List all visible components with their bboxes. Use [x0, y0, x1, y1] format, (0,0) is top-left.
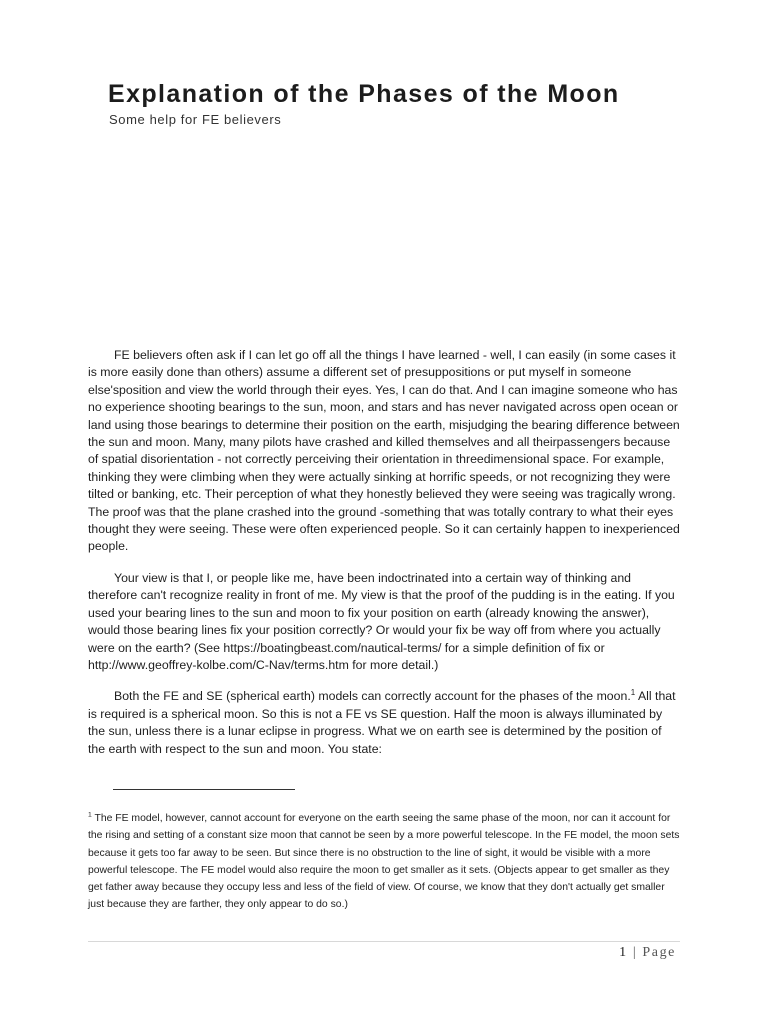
footnote-marker: 1 [88, 811, 92, 819]
page-footer [619, 945, 676, 961]
footnote-separator [113, 789, 295, 790]
footer-divider [88, 941, 680, 942]
document-title: Explanation of the Phases of the Moon [108, 80, 620, 108]
page-number: 1 [619, 945, 628, 960]
document-subtitle: Some help for FE believers [109, 112, 282, 127]
footnote-reference[interactable]: 1 [630, 688, 636, 698]
paragraph-3-lead: Both the FE and SE (spherical earth) models can correctly account for the phases of the moon. [114, 689, 631, 704]
paragraph-3 [88, 688, 680, 758]
page-separator: | [627, 945, 643, 960]
paragraph-1: FE believers often ask if I can let go off all the things I have learned - well, I can easily (in some cases it is more easily done than others) assume a different set of presuppositions or put myself in someone else'sposition and view the world through their eyes. Yes, I can do that. And I can imagine someone who has no experience shooting bearings to the sun, moon, and stars and has never navigated across open ocean or land using those bearings to determine their position on the earth, misjudging the bearing difference between the sun and moon. Many, many pilots have crashed and killed themselves and all theirpassengers because of spatial disorientation - not correctly perceiving their orientation in threedimensional space. For example, thinking they were climbing when they were actually sinking at horrific speeds, or not recognizing they were tilted or banking, etc. Their perception of what they honestly believed they were seeing was tragically wrong. The proof was that the plane crashed into the ground -something that was totally contrary to what their eyes thought they were seeing. These were often experienced people. So it can certainly happen to inexperienced people. [88, 348, 680, 554]
body-text [88, 347, 680, 772]
footnote-text: The FE model, however, cannot account for everyone on the earth seeing the same phase of the moon, nor can it account for the rising and setting of a constant size moon that cannot be seen by a more powerful telescope. In the FE model, the moon sets because it gets too far away to be seen. But since there is no obstruction to the line of sight, it would be visible with a more powerful telescope. The FE model would also require the moon to get smaller as it sets. (Objects appear to get smaller as they get father away because they occupy less and less of the field of view. Of course, we know that they don't actually get smaller just because they are farther, they only appear to do so.) [88, 813, 680, 911]
footnote [88, 810, 682, 914]
paragraph-3-rest: All that is required is a spherical moon. So this is not a FE vs SE question. Half the moon is always illuminated by the sun, unless there is a lunar eclipse in progress. What we on earth see is determined by the position of the earth with respect to the sun and moon. You state: [88, 689, 676, 756]
page-label: Page [642, 945, 676, 960]
paragraph-2: Your view is that I, or people like me, have been indoctrinated into a certain way of thinking and therefore can't recognize reality in front of me. My view is that the proof of the pudding is in the eating. If you used your bearing lines to the sun and moon to fix your position on earth (already knowing the answer), would those bearing lines fix your position correctly? Or would your fix be way off from where you actually were on the earth? (See https://boatingbeast.com/nautical-terms/ for a simple definition of fix or http://www.geoffrey-kolbe.com/C-Nav/terms.htm for more detail.) [88, 570, 675, 672]
